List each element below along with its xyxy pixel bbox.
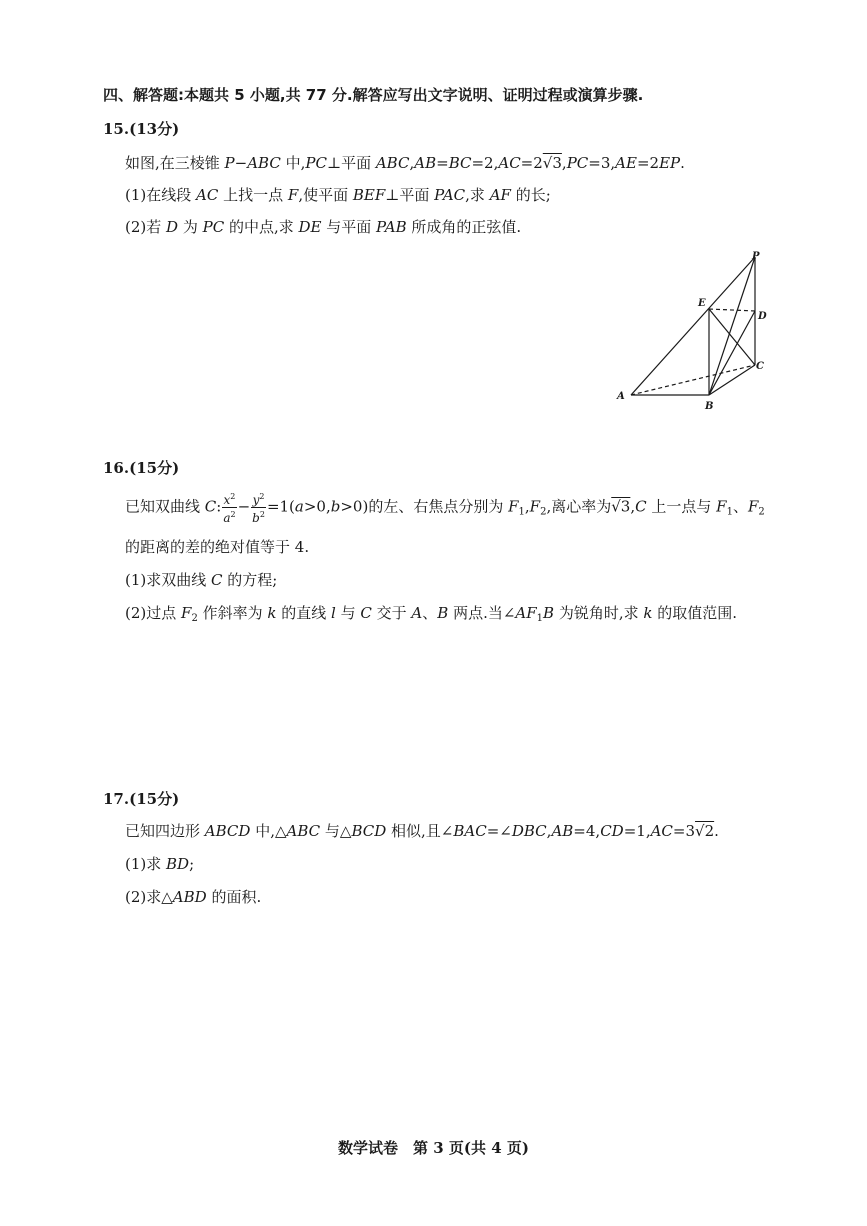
question-number: 16. bbox=[103, 459, 130, 477]
question-16-stem: 已知双曲线 C: $\frac{x^2}{a^2}$ − $\frac{y^2}{b^2}$ =1(a>0,b>0)的左、右焦点分别为 $F_1,F_2$,离心率为√3,C 上一点与 $F_1$、$F_2$ bbox=[125, 492, 765, 525]
edge-ac-hidden bbox=[631, 365, 755, 395]
page-footer: 数学试卷 第 3 页(共 4 页) bbox=[338, 1139, 529, 1157]
question-16-part-2: (2)过点 $F_2$ 作斜率为 k 的直线 l 与 C 交于 A、B 两点.当$\angle AF_1B$ 为锐角时,求 k 的取值范围. bbox=[125, 604, 738, 624]
question-17-header bbox=[103, 788, 179, 809]
question-15-part-2: (2)若 D 为 PC 的中点,求 DE 与平面 PAB 所成角的正弦值. bbox=[125, 218, 522, 236]
section-header: 四、解答题:本题共 5 小题,共 77 分.解答应写出文字说明、证明过程或演算步骤. bbox=[103, 86, 644, 104]
question-number: 17. bbox=[103, 790, 130, 808]
label-a: A bbox=[617, 391, 625, 402]
label-b: B bbox=[705, 401, 714, 412]
question-17-part-1: (1)求 BD; bbox=[125, 855, 195, 873]
question-score: (13分) bbox=[129, 120, 180, 138]
question-score: (15分) bbox=[129, 459, 180, 477]
segment-ec bbox=[709, 309, 755, 365]
question-score: (15分) bbox=[129, 790, 180, 808]
label-c: C bbox=[756, 361, 764, 372]
question-number: 15. bbox=[103, 120, 130, 138]
question-15-figure bbox=[610, 245, 780, 415]
label-d: D bbox=[758, 311, 767, 322]
label-p: P bbox=[752, 251, 760, 262]
question-16-stem-cont: 的距离的差的绝对值等于 4. bbox=[125, 538, 310, 556]
edge-bc bbox=[709, 365, 755, 395]
question-17-part-2: (2)求△ABD 的面积. bbox=[125, 888, 262, 906]
question-15-part-1: (1)在线段 AC 上找一点 F,使平面 BEF⊥平面 PAC,求 AF 的长; bbox=[125, 186, 551, 204]
edge-ap bbox=[631, 257, 755, 395]
question-15-header bbox=[103, 118, 179, 139]
segment-ed-hidden bbox=[709, 309, 755, 311]
question-15-stem: 如图,在三棱锥 P−ABC 中,PC⊥平面 ABC,AB=BC=2,AC=2√3,PC=3,AE=2EP. bbox=[125, 154, 685, 172]
label-e: E bbox=[698, 298, 706, 309]
question-16-part-1: (1)求双曲线 C 的方程; bbox=[125, 571, 278, 589]
question-17-stem: 已知四边形 ABCD 中,△ABC 与△BCD 相似,且∠BAC=∠DBC,AB=4,CD=1,AC=3√2. bbox=[125, 822, 719, 840]
question-16-header bbox=[103, 457, 179, 478]
segment-bd bbox=[709, 311, 755, 395]
